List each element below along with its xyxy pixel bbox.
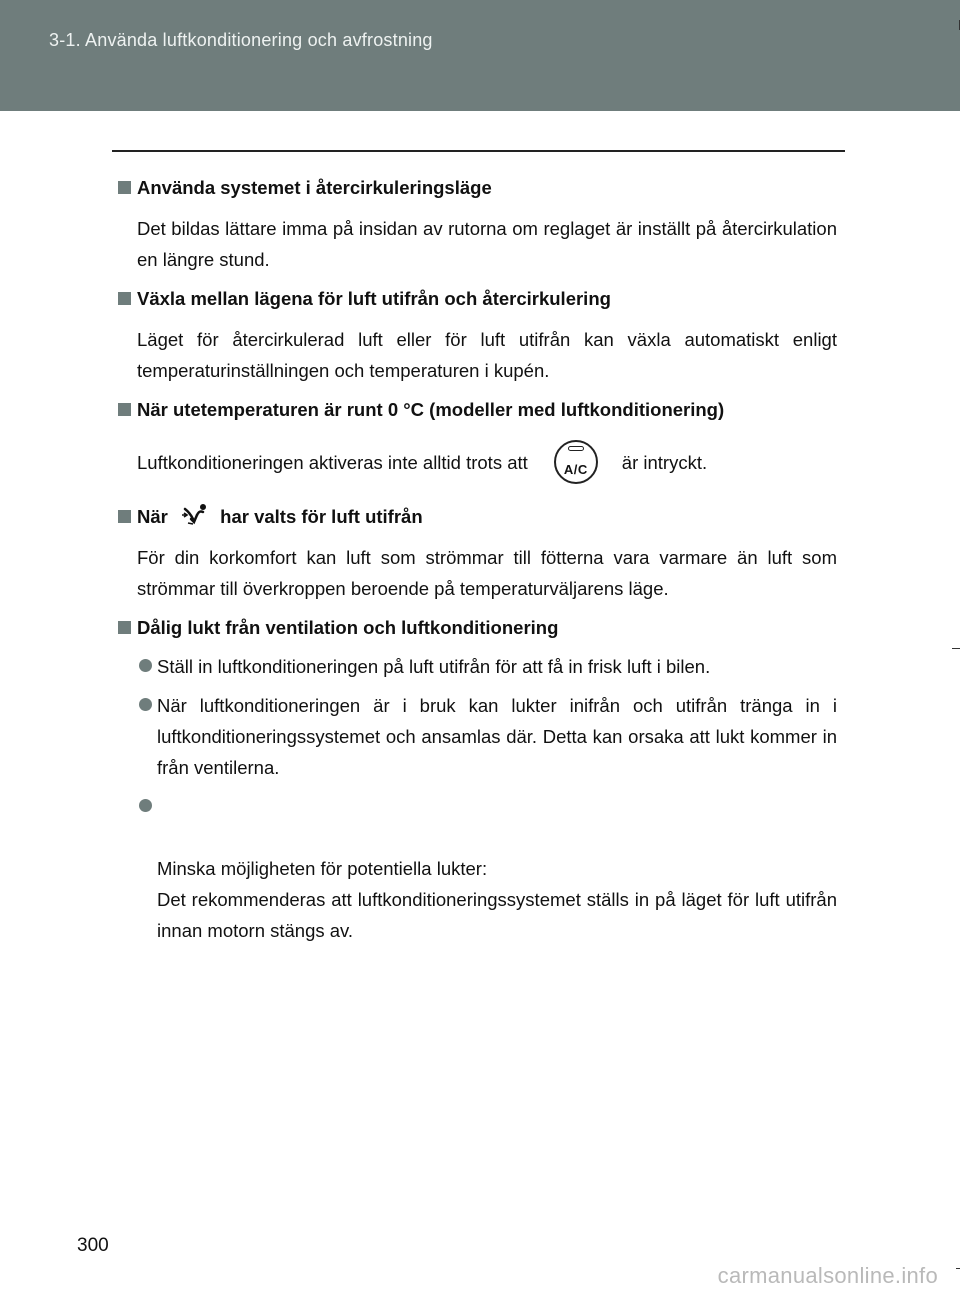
page-content bbox=[117, 172, 837, 954]
section-text: För din korkomfort kan luft som strömmar till fötterna vara varmare än luft som strömmar till överkroppen beroende på temperaturväljarens läge. bbox=[137, 547, 837, 599]
watermark: carmanualsonline.info bbox=[717, 1263, 938, 1288]
round-bullet-icon bbox=[139, 698, 152, 711]
list-item bbox=[117, 690, 837, 783]
crop-mark bbox=[952, 648, 960, 649]
section-heading bbox=[117, 501, 837, 532]
page-number: 300 bbox=[77, 1235, 109, 1256]
heading-text: Växla mellan lägena för luft utifrån och återcirkulering bbox=[137, 288, 611, 309]
ac-note-row bbox=[137, 439, 837, 485]
square-bullet-icon bbox=[118, 621, 131, 634]
ac-note-text-before: Luftkonditioneringen aktiveras inte alltid trots att bbox=[137, 451, 528, 473]
section-heading bbox=[117, 283, 837, 314]
section-text: Läget för återcirkulerad luft eller för luft utifrån kan växla automatiskt enligt temperaturinställningen och temperaturen i kupén. bbox=[137, 329, 837, 381]
section-outside-temp bbox=[117, 394, 837, 485]
list-item bbox=[117, 651, 837, 682]
heading-text: Dålig lukt från ventilation och luftkonditionering bbox=[137, 617, 559, 638]
ac-button-icon bbox=[554, 440, 598, 484]
heading-text-before: När bbox=[137, 506, 168, 527]
section-text: Det bildas lättare imma på insidan av rutorna om reglaget är inställt på återcirkulation en längre stund. bbox=[137, 218, 837, 270]
top-rule bbox=[112, 150, 845, 152]
foot-airflow-icon bbox=[179, 503, 209, 527]
ac-note-text-after: är intryckt. bbox=[621, 451, 708, 473]
crop-mark bbox=[956, 1268, 960, 1269]
section-switch-modes bbox=[117, 283, 837, 386]
indicator-light-icon bbox=[568, 446, 584, 451]
square-bullet-icon bbox=[118, 510, 131, 523]
square-bullet-icon bbox=[118, 181, 131, 194]
heading-text: När utetemperaturen är runt 0 °C (modeller med luftkonditionering) bbox=[137, 399, 725, 420]
section-foot-mode bbox=[117, 501, 837, 604]
ac-button-label: A/C bbox=[563, 462, 588, 477]
round-bullet-icon bbox=[139, 659, 152, 672]
section-heading bbox=[117, 394, 837, 425]
heading-text-after: har valts för luft utifrån bbox=[220, 506, 423, 527]
heading-text: Använda systemet i återcirkuleringsläge bbox=[137, 177, 492, 198]
square-bullet-icon bbox=[118, 403, 131, 416]
chapter-title: 3-1. Använda luftkonditionering och avfrostning bbox=[49, 30, 433, 50]
section-bad-odor bbox=[117, 612, 837, 946]
page-header bbox=[0, 0, 960, 111]
section-heading bbox=[117, 172, 837, 203]
list-item-text: När luftkonditioneringen är i bruk kan lukter inifrån och utifrån tränga in i luftkonditioneringssystemet och ansamlas där. Detta kan orsaka att lukt kommer in från ventilerna. bbox=[157, 695, 837, 778]
square-bullet-icon bbox=[118, 292, 131, 305]
list-item bbox=[117, 791, 837, 946]
list-item-text: Ställ in luftkonditioneringen på luft utifrån för att få in frisk luft i bilen. bbox=[157, 656, 711, 677]
section-recirculation bbox=[117, 172, 837, 275]
list-item-text: Minska möjligheten för potentiella lukter: Det rekommenderas att luftkonditioneringssystemet ställs in på läget för luft utifrån innan motorn stängs av. bbox=[157, 858, 837, 941]
section-heading bbox=[117, 612, 837, 643]
round-bullet-icon bbox=[139, 799, 152, 812]
